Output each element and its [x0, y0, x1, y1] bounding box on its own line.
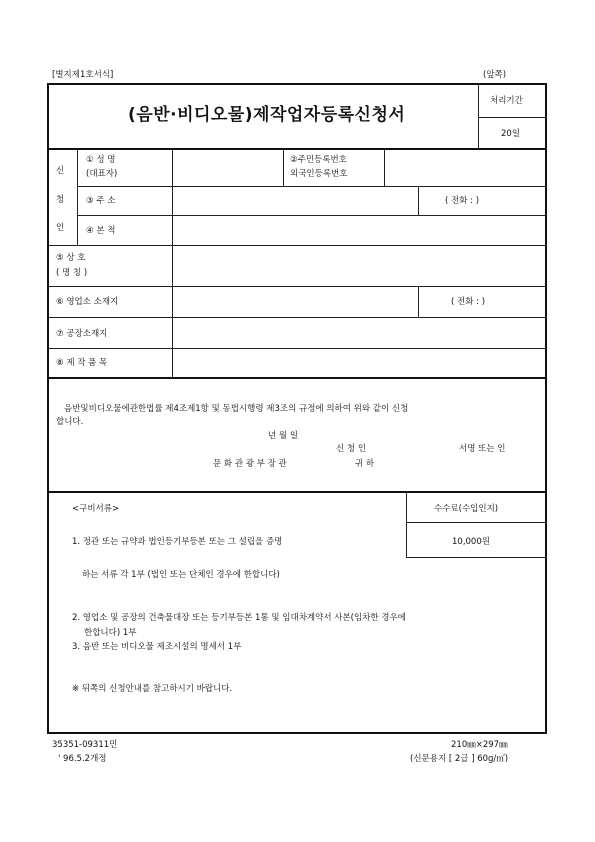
office-location-label: ⑥ 영업소 소재지 — [56, 297, 119, 307]
applicant-char-1: 신 — [56, 166, 65, 176]
processing-period-label: 처리기간 — [490, 96, 523, 106]
applicant-char-2: 청 — [56, 195, 65, 205]
honorific-label: 귀 하 — [355, 459, 375, 469]
trade-name-label: ⑤ 상 호 — [56, 253, 86, 263]
recipient-label: 문 화 관 광 부 장 관 — [213, 459, 287, 469]
paper-size: 210㎜×297㎜ — [451, 740, 508, 750]
products-label: ⑧ 제 작 품 목 — [56, 358, 108, 368]
statement-line-2: 합니다. — [56, 417, 84, 427]
reference-note: ※ 뒤쪽의 신청안내를 참고하시기 바랍니다. — [72, 684, 233, 694]
document-item-2-continued: 한합니다) 1부 — [84, 628, 137, 638]
form-code: 35351-09311민 — [52, 740, 118, 750]
document-item-2: 2. 영업소 및 공장의 건축물대장 또는 등기부등본 1통 및 임대차계약서 사본(임차한 경우에 — [72, 613, 406, 623]
address-label: ③ 주 소 — [86, 196, 116, 206]
office-location-field[interactable] — [174, 288, 416, 315]
resident-id-label: ②주민등록번호 — [290, 155, 347, 165]
representative-label: (대표자) — [86, 169, 118, 179]
frame-top — [47, 83, 547, 85]
document-item-1: 1. 정관 또는 규약과 법인등기부등본 또는 그 설립을 증명 — [72, 537, 283, 547]
form-title: (음반·비디오물)제작업자등록신청서 — [128, 105, 406, 125]
document-item-1-continued: 하는 서류 각 1부 (법인 또는 단체인 경우에 한합니다) — [82, 570, 280, 580]
applicant-char-3: 인 — [56, 223, 65, 233]
domicile-field[interactable] — [174, 217, 543, 243]
address-field[interactable] — [174, 188, 416, 213]
factory-location-label: ⑦ 공장소재지 — [56, 329, 108, 339]
page-side-label: (앞쪽) — [483, 70, 507, 80]
fee-label: 수수료(수입인지) — [434, 504, 499, 514]
fee-value: 10,000원 — [452, 537, 490, 547]
frame-right — [545, 83, 547, 734]
office-phone-label: ( 전화 : ) — [451, 297, 486, 307]
frame-left — [47, 83, 49, 734]
id-number-field[interactable] — [386, 151, 543, 184]
required-documents-heading: <구비서류> — [72, 504, 120, 514]
name-label: ① 성 명 — [86, 155, 116, 165]
address-phone-label: ( 전화 : ) — [445, 196, 480, 206]
frame-bottom — [47, 732, 547, 734]
signature-label: 서명 또는 인 — [459, 444, 506, 454]
foreigner-id-label: 외국인등록번호 — [290, 169, 348, 179]
trade-name-field[interactable] — [174, 247, 543, 284]
statement-line-1: 음반및비디오물에관한법률 제4조제1항 및 동법시행령 제3조의 규정에 의하여 위와 같이 신청 — [64, 404, 409, 414]
paper-type: (신문용지 [ 2급 ] 60g/㎡) — [410, 754, 509, 764]
applicant-signer-label: 신 청 인 — [336, 444, 367, 454]
name-field[interactable] — [174, 151, 281, 184]
factory-location-field[interactable] — [174, 319, 543, 346]
processing-period-value: 20일 — [501, 129, 521, 139]
products-field[interactable] — [174, 350, 543, 375]
revision-date: ' 96.5.2개정 — [58, 754, 107, 764]
trade-name-sub-label: ( 명 칭 ) — [56, 268, 88, 278]
document-item-3: 3. 음반 또는 비디오물 제조시설의 명세서 1부 — [72, 642, 242, 652]
form-number: [별지제1호서식] — [52, 70, 114, 80]
application-date: 년 월 일 — [268, 431, 299, 441]
domicile-label: ④ 본 적 — [86, 226, 116, 236]
